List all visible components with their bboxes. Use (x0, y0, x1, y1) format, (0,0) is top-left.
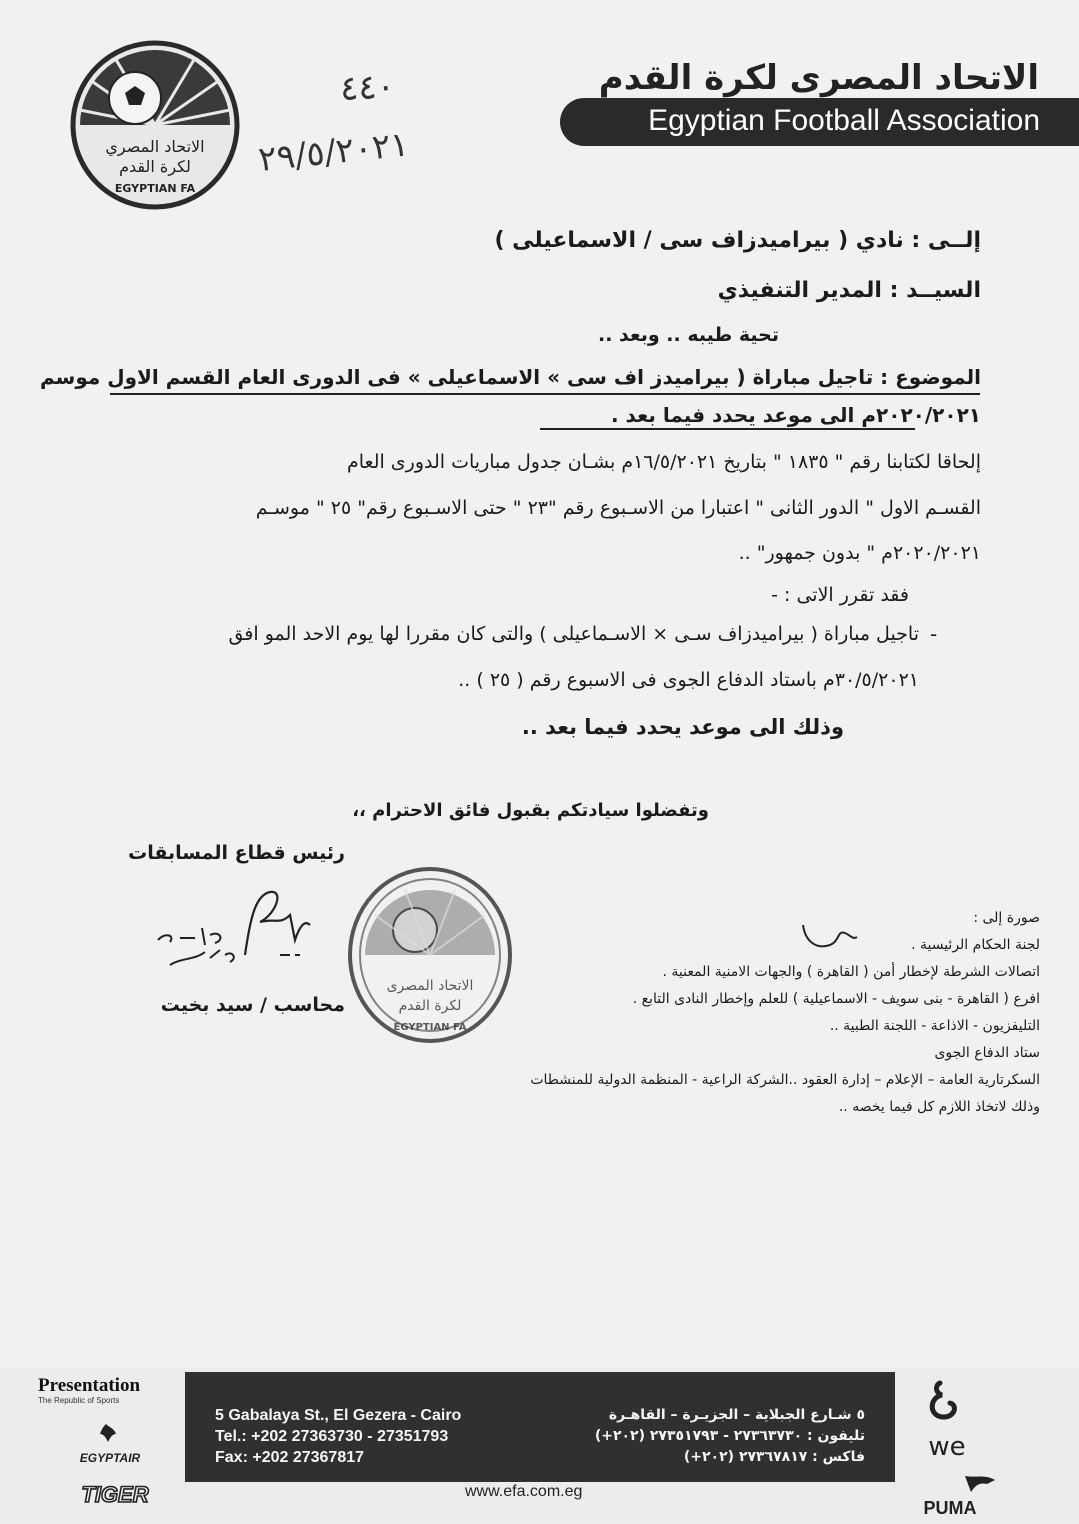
handwritten-ref-date: ٢٩/٥/٢٠٢١ (256, 124, 411, 180)
footer-address-en: 5 Gabalaya St., El Gezera - Cairo (215, 1407, 462, 1424)
signature-scribble (150, 880, 320, 980)
footer-tel-en: Tel.: +202 27363730 - 27351793 (215, 1428, 449, 1445)
puma-icon (915, 1472, 1000, 1520)
decision-intro: فقد تقرر الاتى : - (771, 584, 909, 606)
tiger-icon (75, 1472, 155, 1512)
efa-logo (70, 40, 240, 210)
copies-item: التليفزيون - الاذاعة - اللجنة الطبية .. (829, 1018, 1040, 1034)
svg-text:TIGER: TIGER (81, 1482, 149, 1507)
footer-address-ar: ٥ شـارع الجبلاية – الجزيـرة – القاهـرة (608, 1407, 865, 1423)
handwritten-signature (150, 880, 320, 980)
we-icon (910, 1375, 985, 1465)
subject-line-2: ٢٠٢٠/٢٠٢١م الى موعد يحدد فيما بعد . (610, 403, 981, 427)
svg-text:PUMA: PUMA (923, 1498, 977, 1518)
svg-text:لكرة القدم: لكرة القدم (119, 157, 191, 176)
copies-item: لجنة الحكام الرئيسية . (911, 937, 1040, 953)
svg-text:EGYPTAIR: EGYPTAIR (79, 1451, 141, 1465)
decision-item-emphasis: وذلك الى موعد يحدد فيما بعد .. (521, 715, 844, 739)
body-paragraph-line: القسـم الاول " الدور الثانى " اعتبارا من الاسـبوع رقم "٢٣ " حتى الاسـبوع رقم" ٢٥ " موسـم (255, 497, 981, 519)
footer-contact-english (215, 1405, 545, 1468)
subject-underline (540, 428, 915, 430)
copies-item: افرع ( القاهرة - بنى سويف - الاسماعيلية ) للعلم وإخطار النادى التابع . (632, 991, 1040, 1007)
copies-item: اتصالات الشرطة لإخطار أمن ( القاهرة ) والجهات الامنية المعنية . (662, 964, 1040, 980)
copies-item: وذلك لاتخاذ اللازم كل فيما يخصه .. (838, 1099, 1040, 1115)
svg-text:EGYPTIAN FA: EGYPTIAN FA (114, 182, 196, 195)
svg-text:we: we (928, 1432, 966, 1462)
decision-item-line: تاجيل مباراة ( بيراميدزاف سـى × الاسـماعيلى ) والتى كان مقررا لها يوم الاحد المو افق (228, 623, 919, 645)
body-paragraph-line: ٢٠٢٠/٢٠٢١م " بدون جمهور" .. (738, 542, 981, 564)
sponsor-we-logo (910, 1375, 985, 1465)
footer-fax-ar: فاكس : ٢٧٣٦٧٨١٧ (٢٠٢+) (683, 1449, 865, 1465)
decision-item-line: ٣٠/٥/٢٠٢١م باستاد الدفاع الجوى فى الاسبوع رقم ( ٢٥ ) .. (458, 669, 919, 691)
signatory-title: رئيس قطاع المسابقات (128, 842, 345, 864)
copies-list (440, 905, 1040, 1121)
subject-underline (110, 393, 980, 395)
handwritten-ref-number: ٤٤٠ (339, 66, 396, 110)
sponsor-presentation-logo: Presentation (38, 1375, 141, 1396)
closing-salutation: وتفضلوا سيادتكم بقبول فائق الاحترام ،، (352, 800, 709, 821)
svg-text:EGYPTIAN FA: EGYPTIAN FA (393, 1022, 467, 1033)
egyptair-icon (70, 1420, 150, 1468)
list-bullet: - (930, 622, 938, 646)
svg-text:الاتحاد المصرى: الاتحاد المصرى (386, 978, 474, 994)
copies-heading: صورة إلى : (973, 910, 1040, 926)
footer-tel-ar: تليفون : ٢٧٣٦٣٧٣٠ - ٢٧٣٥١٧٩٣ (٢٠٢+) (594, 1428, 865, 1444)
subject-line-1: الموضوع : تاجيل مباراة ( بيراميدز اف سى » الاسماعيلى » فى الدورى العام القسم الاول موسم (40, 365, 981, 389)
signatory-name: محاسب / سيد بخيت (160, 994, 345, 1016)
copies-item: ستاد الدفاع الجوى (934, 1045, 1040, 1061)
sponsor-puma-logo (915, 1472, 1000, 1520)
recipient-line: إلــى : نادي ( بيراميدزاف سى / الاسماعيلى ) (494, 228, 981, 253)
sponsor-presentation-tagline: The Republic of Sports (38, 1396, 120, 1405)
addressee-line: السيــد : المدير التنفيذي (717, 278, 981, 303)
footer-fax-en: Fax: +202 27367817 (215, 1449, 365, 1466)
org-name-english: Egyptian Football Association (648, 104, 1040, 137)
org-name-arabic: الاتحاد المصرى لكرة القدم (598, 58, 1039, 98)
footer-website-link[interactable]: www.efa.com.eg (465, 1483, 583, 1500)
sponsor-tiger-logo (75, 1472, 155, 1512)
svg-text:الاتحاد المصري: الاتحاد المصري (105, 137, 205, 156)
footer-contact-arabic (545, 1405, 865, 1468)
svg-text:لكرة القدم: لكرة القدم (398, 998, 462, 1014)
greeting-line: تحية طيبه .. وبعد .. (597, 324, 779, 346)
copies-item: السكرتارية العامة – الإعلام – إدارة العقود ..الشركة الراعية - المنظمة الدولية للمنشطات (530, 1072, 1040, 1088)
efa-logo-emblem (70, 40, 240, 210)
body-paragraph-line: إلحاقا لكتابنا رقم " ١٨٣٥ " بتاريخ ١٦/٥/٢٠٢١م بشـان جدول مباريات الدورى العام (346, 451, 981, 473)
sponsor-egyptair-logo (70, 1420, 150, 1468)
